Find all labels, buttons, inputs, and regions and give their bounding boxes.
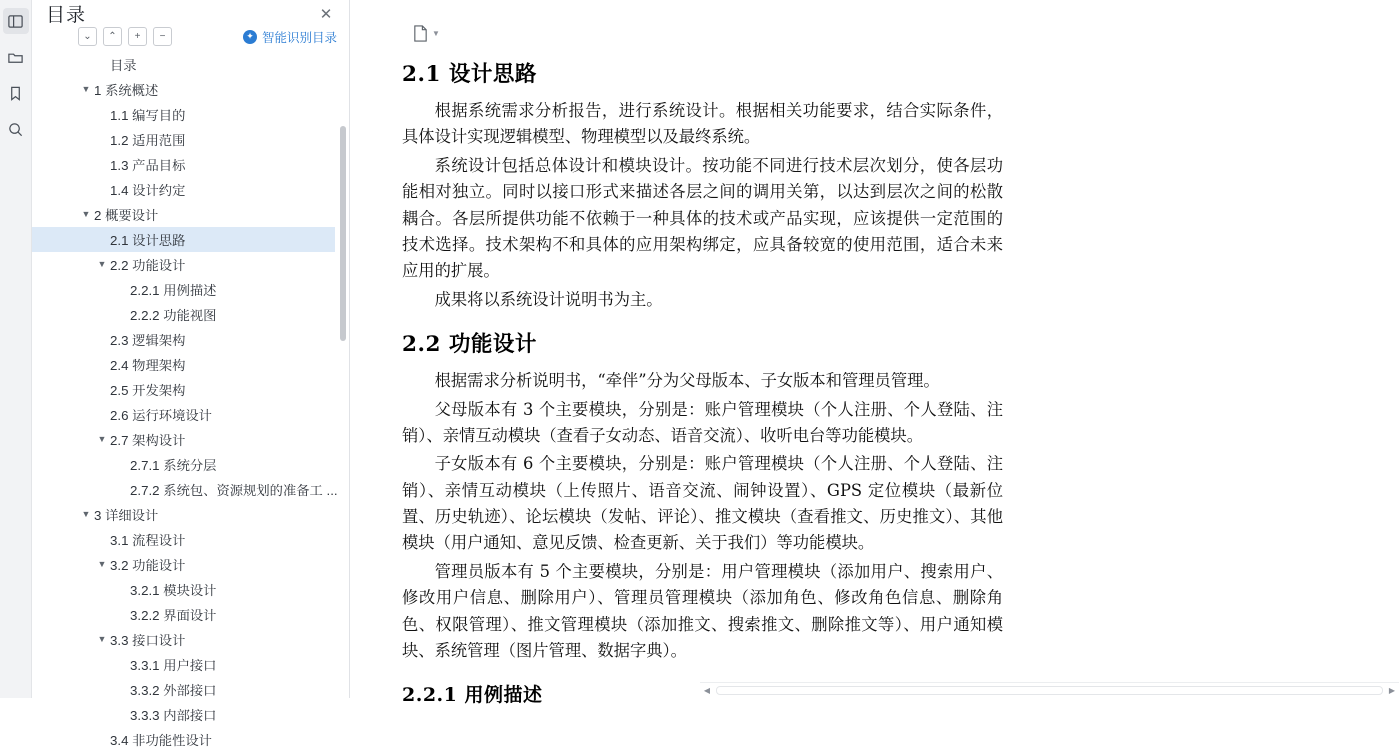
outline-header bbox=[32, 0, 349, 27]
outline-item-label: 3.3 接口设计 bbox=[110, 633, 186, 648]
outline-item[interactable] bbox=[32, 627, 335, 652]
outline-item[interactable] bbox=[32, 502, 335, 527]
remove-item-button[interactable]: − bbox=[153, 27, 172, 46]
document-content bbox=[350, 0, 1049, 707]
outline-item[interactable] bbox=[32, 202, 335, 227]
chevron-down-icon[interactable]: ▼ bbox=[97, 259, 107, 269]
outline-item-label: 2.2 功能设计 bbox=[110, 258, 186, 273]
outline-item-label: 1.2 适用范围 bbox=[110, 133, 186, 148]
outline-item[interactable] bbox=[32, 152, 335, 177]
horizontal-scrollbar[interactable] bbox=[700, 682, 1399, 698]
outline-item-label: 1.1 编写目的 bbox=[110, 108, 186, 123]
scroll-right-arrow-icon[interactable]: ▶ bbox=[1388, 686, 1396, 695]
outline-item-label: 2.5 开发架构 bbox=[110, 383, 186, 398]
outline-item[interactable] bbox=[32, 677, 335, 702]
sparkle-icon: ✦ bbox=[243, 30, 257, 44]
outline-item[interactable] bbox=[32, 252, 335, 277]
left-icon-rail bbox=[0, 0, 32, 698]
outline-panel bbox=[32, 0, 350, 748]
outline-item[interactable] bbox=[32, 327, 335, 352]
outline-item-label: 2.2.2 功能视图 bbox=[130, 308, 217, 323]
outline-item-label: 2.2.1 用例描述 bbox=[130, 283, 217, 298]
smart-toc-button[interactable] bbox=[243, 28, 337, 46]
expand-all-button[interactable]: ⌃ bbox=[103, 27, 122, 46]
chevron-down-icon[interactable]: ▼ bbox=[97, 559, 107, 569]
outline-item[interactable] bbox=[32, 302, 335, 327]
outline-item-label: 2.7.2 系统包、资源规划的准备工 ... bbox=[130, 483, 338, 498]
outline-item[interactable] bbox=[32, 427, 335, 452]
folder-icon[interactable] bbox=[3, 44, 29, 70]
paragraph-deliverable: 成果将以系统设计说明书为主。 bbox=[434, 289, 663, 309]
outline-item-label: 1.3 产品目标 bbox=[110, 158, 186, 173]
scroll-left-arrow-icon[interactable]: ◀ bbox=[703, 686, 711, 695]
bookmark-icon[interactable] bbox=[3, 80, 29, 106]
outline-item[interactable] bbox=[32, 477, 338, 502]
chevron-down-icon[interactable]: ▼ bbox=[432, 29, 440, 38]
outline-item-label: 3.4 非功能性设计 bbox=[110, 733, 212, 748]
outline-item-label: 3.2 功能设计 bbox=[110, 558, 186, 573]
chevron-down-icon[interactable]: ▼ bbox=[81, 509, 91, 519]
outline-item-label: 2.4 物理架构 bbox=[110, 358, 186, 373]
page-title: 目录 bbox=[46, 5, 87, 26]
paragraph-versions: 根据需求分析说明书，“牵伴”分为父母版本、子女版本和管理员管理。 bbox=[434, 371, 940, 391]
outline-item[interactable] bbox=[32, 577, 335, 602]
document-view[interactable] bbox=[350, 0, 1396, 707]
outline-item-label: 3.3.2 外部接口 bbox=[130, 683, 217, 698]
heading-2-2-1: 2.2.1 用例描述 bbox=[402, 684, 543, 707]
outline-item[interactable] bbox=[32, 727, 335, 752]
outline-item-label: 1.4 设计约定 bbox=[110, 183, 186, 198]
paragraph-design-scope: 系统设计包括总体设计和模块设计。按功能不同进行技术层次划分，使各层功能相对独立。同时以接口形式来描述各层之间的调用关第，以达到层次之间的松散耦合。各层所提供功能不依赖于一种具体的技术或产品实现，应该提供一定范围的技术选择。技术架构不和具体的应用架构绑定，应具备较宽的使用范围，适合未来应用的扩展。 bbox=[402, 155, 1003, 281]
outline-item-label: 3.3.1 用户接口 bbox=[130, 658, 217, 673]
outline-item[interactable] bbox=[32, 702, 335, 727]
outline-scroll-area[interactable] bbox=[32, 46, 349, 752]
outline-item[interactable] bbox=[32, 177, 335, 202]
outline-item-label: 3.3.3 内部接口 bbox=[130, 708, 217, 723]
paragraph-child-modules: 子女版本有 6 个主要模块，分别是：账户管理模块（个人注册、个人登陆、注销）、亲情互动模块（上传照片、语音交流、闹钟设置）、GPS 定位模块（最新位置、历史轨迹）、论坛模块（发帖、评论）、推文模块（查看推文、历史推文）、其他模块（用户通知、意见反馈、检查更新、关于我们）等功能模块。 bbox=[402, 454, 1003, 553]
paragraph-design-basis: 根据系统需求分析报告，进行系统设计。根据相关功能要求，结合实际条件，具体设计实现逻辑模型、物理模型以及最终系统。 bbox=[402, 101, 1003, 147]
outline-item[interactable] bbox=[32, 102, 335, 127]
outline-item[interactable] bbox=[32, 602, 335, 627]
collapse-all-button[interactable]: ⌄ bbox=[78, 27, 97, 46]
outline-item-label: 2.6 运行环境设计 bbox=[110, 408, 212, 423]
outline-item-label: 2.3 逻辑架构 bbox=[110, 333, 186, 348]
add-item-button[interactable]: + bbox=[128, 27, 147, 46]
outline-item[interactable] bbox=[32, 127, 335, 152]
page-thumbnail-icon[interactable] bbox=[412, 24, 1003, 43]
heading-2-1: 2.1 设计思路 bbox=[402, 62, 537, 87]
outline-item[interactable] bbox=[32, 52, 335, 77]
panel-toggle-icon[interactable] bbox=[3, 8, 29, 34]
outline-scrollbar[interactable] bbox=[340, 126, 346, 341]
paragraph-admin-modules: 管理员版本有 5 个主要模块，分别是：用户管理模块（添加用户、搜索用户、修改用户信息、删除用户）、管理员管理模块（添加角色、修改角色信息、删除角色、权限管理）、推文管理模块（添加推文、搜索推文、删除推文等）、用户通知模块、系统管理（图片管理、数据字典）。 bbox=[402, 561, 1003, 661]
outline-item[interactable] bbox=[32, 652, 335, 677]
outline-item-label: 3.2.2 界面设计 bbox=[130, 608, 217, 623]
outline-item[interactable] bbox=[32, 352, 335, 377]
paragraph-parent-modules: 父母版本有 3 个主要模块，分别是：账户管理模块（个人注册、个人登陆、注销）、亲情互动模块（查看子女动态、语音交流）、收听电台等功能模块。 bbox=[402, 399, 1003, 445]
outline-item[interactable] bbox=[32, 452, 335, 477]
outline-item[interactable] bbox=[32, 377, 335, 402]
outline-item[interactable] bbox=[32, 227, 335, 252]
outline-item[interactable] bbox=[32, 402, 335, 427]
smart-toc-label: 智能识别目录 bbox=[261, 30, 337, 45]
chevron-down-icon[interactable]: ▼ bbox=[97, 434, 107, 444]
outline-toolbar bbox=[32, 27, 349, 46]
outline-item[interactable] bbox=[32, 77, 335, 102]
chevron-down-icon[interactable]: ▼ bbox=[97, 634, 107, 644]
outline-item-label: 3 详细设计 bbox=[94, 508, 159, 523]
close-icon[interactable]: ✕ bbox=[319, 5, 333, 23]
outline-item-label: 3.1 流程设计 bbox=[110, 533, 186, 548]
outline-list bbox=[32, 52, 349, 752]
scroll-track[interactable] bbox=[716, 686, 1383, 695]
chevron-down-icon[interactable]: ▼ bbox=[81, 209, 91, 219]
outline-item[interactable] bbox=[32, 277, 335, 302]
outline-item-label: 目录 bbox=[110, 58, 137, 73]
outline-item-label: 2 概要设计 bbox=[94, 208, 159, 223]
heading-2-2: 2.2 功能设计 bbox=[402, 332, 537, 358]
outline-item-label: 2.7 架构设计 bbox=[110, 433, 186, 448]
outline-item-label: 3.2.1 模块设计 bbox=[130, 583, 217, 598]
outline-item[interactable] bbox=[32, 527, 335, 552]
search-icon[interactable] bbox=[3, 116, 29, 142]
outline-item-label: 2.7.1 系统分层 bbox=[130, 458, 217, 473]
outline-item-label: 1 系统概述 bbox=[94, 83, 159, 98]
chevron-down-icon[interactable]: ▼ bbox=[81, 84, 91, 94]
outline-item-label: 2.1 设计思路 bbox=[110, 233, 186, 248]
outline-item[interactable] bbox=[32, 552, 335, 577]
